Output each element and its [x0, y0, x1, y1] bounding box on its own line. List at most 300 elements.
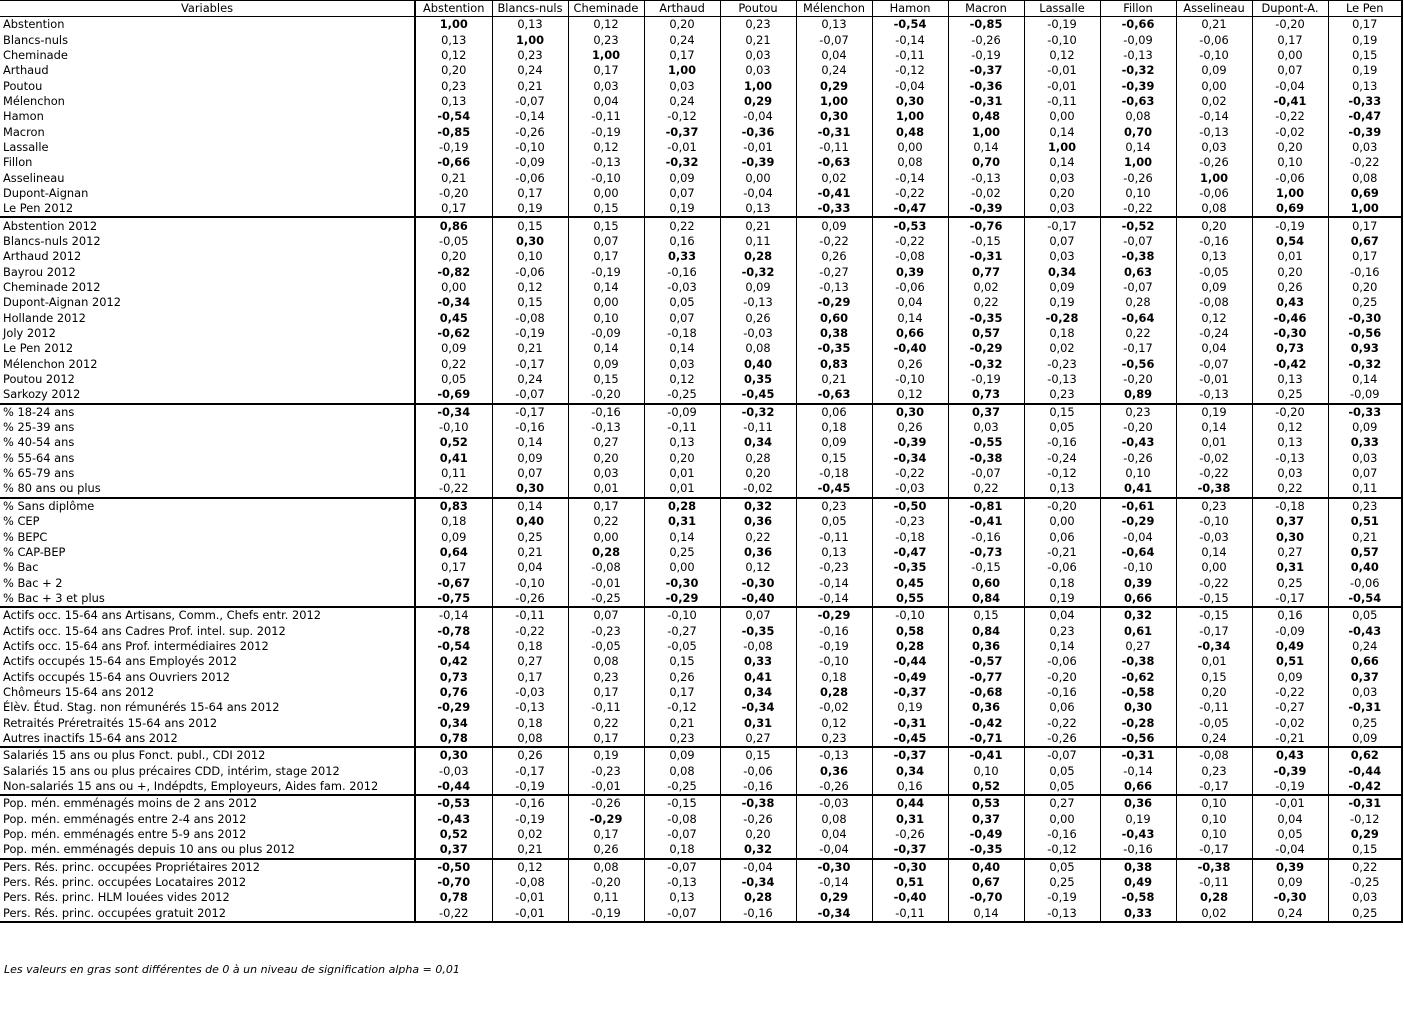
row-label: Blancs-nuls 2012 [3, 233, 101, 248]
correlation-cell: 0,17 [492, 669, 568, 684]
correlation-cell: -0,28 [1100, 715, 1176, 730]
correlation-cell: -0,12 [1328, 812, 1402, 827]
correlation-cell: 0,49 [1100, 875, 1176, 890]
correlation-cell: 0,24 [644, 94, 720, 109]
correlation-cell: 0,22 [568, 715, 644, 730]
correlation-cell: -0,71 [948, 731, 1024, 747]
correlation-cell: 0,13 [492, 17, 568, 33]
header-blancs-nuls: Blancs-nuls [492, 1, 568, 17]
correlation-cell: 0,09 [492, 451, 568, 466]
correlation-cell: 0,04 [568, 94, 644, 109]
correlation-cell: 0,21 [415, 170, 492, 185]
correlation-cell: -0,24 [1176, 326, 1252, 341]
correlation-cell: -0,18 [796, 466, 872, 481]
correlation-cell: -0,15 [948, 234, 1024, 249]
correlation-cell: 0,04 [1252, 812, 1328, 827]
correlation-cell: -0,22 [492, 623, 568, 638]
correlation-cell: -0,10 [872, 607, 948, 623]
correlation-cell: -0,13 [1024, 906, 1100, 922]
header-arthaud: Arthaud [644, 1, 720, 17]
correlation-cell: -0,02 [948, 186, 1024, 201]
correlation-cell: -0,08 [872, 249, 948, 264]
correlation-cell: -0,05 [415, 234, 492, 249]
correlation-cell: 0,26 [644, 669, 720, 684]
table-row [0, 685, 1402, 700]
correlation-cell: 0,23 [1100, 404, 1176, 420]
correlation-cell: 0,26 [872, 357, 948, 372]
correlation-cell: 0,07 [568, 234, 644, 249]
correlation-cell: 0,17 [568, 685, 644, 700]
correlation-cell: -0,22 [872, 466, 948, 481]
correlation-cell: -0,07 [1100, 280, 1176, 295]
correlation-cell: -0,04 [1252, 842, 1328, 858]
correlation-cell: -0,30 [1252, 326, 1328, 341]
correlation-cell: -0,13 [720, 295, 796, 310]
correlation-cell: 0,34 [720, 685, 796, 700]
correlation-cell: -0,07 [644, 827, 720, 842]
correlation-cell: 0,28 [720, 249, 796, 264]
correlation-cell: -0,11 [796, 529, 872, 544]
correlation-cell: 0,10 [1100, 466, 1176, 481]
correlation-cell: -0,08 [644, 812, 720, 827]
correlation-cell: 0,78 [415, 731, 492, 747]
correlation-cell: -0,20 [1252, 17, 1328, 33]
correlation-cell: -0,13 [568, 420, 644, 435]
correlation-cell: -0,13 [796, 280, 872, 295]
correlation-cell: 0,78 [415, 890, 492, 905]
correlation-cell: -0,10 [1176, 514, 1252, 529]
correlation-cell: 0,15 [568, 201, 644, 217]
correlation-cell: 0,20 [568, 451, 644, 466]
correlation-cell: -0,12 [872, 63, 948, 78]
correlation-cell: 0,64 [415, 545, 492, 560]
correlation-cell: 0,04 [872, 295, 948, 310]
correlation-cell: 0,83 [796, 357, 872, 372]
correlation-cell: 0,53 [948, 795, 1024, 811]
correlation-cell: -0,68 [948, 685, 1024, 700]
correlation-cell: 0,13 [1252, 372, 1328, 387]
correlation-cell: -0,45 [872, 731, 948, 747]
correlation-cell: -0,16 [796, 623, 872, 638]
correlation-cell: 0,18 [415, 514, 492, 529]
correlation-cell: -0,11 [1176, 875, 1252, 890]
correlation-cell: 0,73 [1252, 341, 1328, 356]
correlation-cell: 0,03 [720, 63, 796, 78]
correlation-cell: -0,07 [644, 906, 720, 922]
correlation-cell: -0,49 [948, 827, 1024, 842]
correlation-cell: 0,07 [568, 607, 644, 623]
correlation-cell: 0,04 [1024, 607, 1100, 623]
correlation-cell: -0,22 [415, 906, 492, 922]
correlation-cell: -0,18 [644, 326, 720, 341]
correlation-cell: 0,27 [492, 654, 568, 669]
correlation-cell: 0,37 [1252, 514, 1328, 529]
correlation-cell: -0,10 [1100, 560, 1176, 575]
correlation-cell: 0,41 [415, 451, 492, 466]
correlation-cell: 0,26 [568, 842, 644, 858]
correlation-cell: -0,17 [492, 404, 568, 420]
correlation-cell: 0,21 [720, 32, 796, 47]
correlation-cell: 1,00 [1252, 186, 1328, 201]
correlation-cell: -0,19 [415, 140, 492, 155]
correlation-cell: -0,23 [568, 623, 644, 638]
correlation-cell: -0,13 [1252, 451, 1328, 466]
correlation-cell: 0,03 [1252, 466, 1328, 481]
correlation-cell: -0,31 [948, 249, 1024, 264]
correlation-cell: 0,14 [872, 311, 948, 326]
correlation-cell: 0,30 [1100, 700, 1176, 715]
table-row [0, 575, 1402, 590]
correlation-cell: 0,09 [720, 280, 796, 295]
correlation-cell: 0,32 [720, 842, 796, 858]
correlation-cell: -0,06 [720, 764, 796, 779]
correlation-cell: 0,05 [1024, 420, 1100, 435]
correlation-cell: 0,15 [492, 295, 568, 310]
correlation-cell: -0,08 [492, 311, 568, 326]
table-row [0, 265, 1402, 280]
correlation-cell: -0,63 [796, 387, 872, 403]
correlation-cell: -0,39 [872, 435, 948, 450]
correlation-cell: -0,02 [1252, 124, 1328, 139]
correlation-cell: -0,73 [948, 545, 1024, 560]
correlation-cell: -0,34 [720, 875, 796, 890]
correlation-cell: 0,23 [568, 32, 644, 47]
correlation-cell: -0,06 [492, 170, 568, 185]
row-label: Élèv. Étud. Stag. non rémunérés 15-64 ans 2012 [3, 700, 280, 715]
correlation-cell: 0,40 [720, 357, 796, 372]
correlation-cell: 0,36 [948, 639, 1024, 654]
correlation-cell: 0,33 [1100, 906, 1176, 922]
table-row [0, 311, 1402, 326]
correlation-cell: 0,19 [492, 201, 568, 217]
correlation-cell: 0,25 [1252, 575, 1328, 590]
row-label: Bayrou 2012 [3, 264, 76, 279]
table-row [0, 326, 1402, 341]
correlation-cell: 0,23 [1328, 498, 1402, 514]
correlation-cell: -0,22 [1328, 155, 1402, 170]
correlation-cell: -0,75 [415, 591, 492, 607]
correlation-cell: 0,00 [1176, 560, 1252, 575]
correlation-cell: 0,15 [644, 654, 720, 669]
correlation-cell: -0,16 [948, 529, 1024, 544]
table-row [0, 842, 1402, 858]
correlation-cell: -0,10 [1024, 32, 1100, 47]
correlation-cell: -0,41 [948, 514, 1024, 529]
row-label: % 65-79 ans [3, 466, 75, 481]
correlation-cell: 0,04 [1176, 341, 1252, 356]
correlation-cell: -0,85 [415, 124, 492, 139]
correlation-cell: -0,38 [720, 795, 796, 811]
correlation-cell: 0,18 [796, 669, 872, 684]
row-label: % Bac + 2 [3, 575, 63, 590]
correlation-cell: -0,30 [872, 859, 948, 875]
row-label: Poutou [3, 78, 43, 93]
correlation-cell: 0,43 [1252, 747, 1328, 763]
correlation-cell: 0,22 [568, 514, 644, 529]
correlation-cell: 0,12 [1024, 48, 1100, 63]
correlation-cell: -0,11 [568, 109, 644, 124]
correlation-cell: 0,58 [872, 623, 948, 638]
correlation-cell: 0,00 [1176, 78, 1252, 93]
correlation-cell: -0,32 [644, 155, 720, 170]
correlation-cell: -0,04 [872, 78, 948, 93]
correlation-cell: -0,01 [568, 779, 644, 795]
correlation-cell: -0,40 [720, 591, 796, 607]
table-row [0, 357, 1402, 372]
row-label: % Bac [3, 560, 39, 575]
correlation-cell: 0,29 [1328, 827, 1402, 842]
table-row [0, 234, 1402, 249]
row-label: Arthaud [3, 63, 49, 78]
correlation-cell: 0,03 [1024, 249, 1100, 264]
correlation-cell: 0,05 [1328, 607, 1402, 623]
correlation-cell: 0,21 [492, 545, 568, 560]
correlation-cell: -0,17 [492, 764, 568, 779]
correlation-cell: 0,28 [644, 498, 720, 514]
correlation-cell: 0,03 [644, 357, 720, 372]
correlation-cell: -0,35 [872, 560, 948, 575]
correlation-cell: 0,17 [644, 48, 720, 63]
correlation-cell: -0,26 [1100, 170, 1176, 185]
correlation-cell: 0,13 [1176, 249, 1252, 264]
correlation-cell: -0,22 [415, 481, 492, 497]
correlation-cell: 0,22 [1328, 859, 1402, 875]
correlation-cell: -0,39 [948, 201, 1024, 217]
correlation-cell: -0,16 [492, 795, 568, 811]
correlation-cell: 0,13 [644, 890, 720, 905]
correlation-cell: -0,04 [796, 842, 872, 858]
correlation-cell: 0,17 [568, 731, 644, 747]
correlation-cell: 0,23 [1024, 623, 1100, 638]
correlation-cell: 0,44 [872, 795, 948, 811]
correlation-cell: -0,03 [492, 685, 568, 700]
row-label: Pop. mén. emménagés moins de 2 ans 2012 [0, 795, 415, 811]
correlation-cell: 0,18 [492, 639, 568, 654]
row-label: Cheminade 2012 [3, 280, 101, 295]
correlation-cell: 0,20 [644, 17, 720, 33]
correlation-cell: 0,17 [568, 498, 644, 514]
correlation-cell: -0,35 [796, 341, 872, 356]
correlation-cell: 0,89 [1100, 387, 1176, 403]
correlation-cell: -0,31 [1328, 700, 1402, 715]
correlation-cell: 0,05 [796, 514, 872, 529]
correlation-cell: 0,36 [948, 700, 1024, 715]
correlation-cell: -0,44 [415, 779, 492, 795]
correlation-cell: 0,01 [568, 481, 644, 497]
correlation-cell: -0,04 [720, 186, 796, 201]
correlation-cell: -0,20 [568, 387, 644, 403]
correlation-cell: 0,15 [1024, 404, 1100, 420]
correlation-cell: -0,63 [796, 155, 872, 170]
correlation-cell: -0,26 [720, 812, 796, 827]
correlation-cell: -0,11 [568, 700, 644, 715]
correlation-cell: 0,26 [1252, 280, 1328, 295]
correlation-cell: -0,27 [644, 623, 720, 638]
correlation-cell: -0,67 [415, 575, 492, 590]
correlation-cell: -0,12 [1024, 466, 1100, 481]
table-row [0, 17, 1402, 33]
row-label: Macron [3, 124, 45, 139]
correlation-cell: 0,28 [720, 451, 796, 466]
correlation-cell: -0,23 [796, 560, 872, 575]
correlation-cell: 0,02 [1176, 906, 1252, 922]
correlation-cell: -0,22 [872, 234, 948, 249]
correlation-cell: 0,18 [1024, 575, 1100, 590]
correlation-cell: -0,58 [1100, 685, 1176, 700]
correlation-cell: 0,39 [872, 265, 948, 280]
correlation-cell: -0,43 [1328, 623, 1402, 638]
row-label: % CAP-BEP [3, 544, 66, 559]
correlation-cell: 0,41 [1100, 481, 1176, 497]
correlation-cell: -0,37 [872, 685, 948, 700]
table-row [0, 372, 1402, 387]
correlation-cell: 0,36 [720, 545, 796, 560]
table-row [0, 639, 1402, 654]
correlation-cell: 0,08 [492, 731, 568, 747]
correlation-cell: 0,04 [492, 560, 568, 575]
correlation-cell: -0,56 [1328, 326, 1402, 341]
correlation-cell: -0,20 [1252, 404, 1328, 420]
correlation-cell: 0,02 [796, 170, 872, 185]
correlation-cell: -0,06 [872, 280, 948, 295]
table-row [0, 859, 1402, 875]
correlation-cell: 0,93 [1328, 341, 1402, 356]
table-row [0, 201, 1402, 217]
correlation-cell: -0,19 [948, 372, 1024, 387]
correlation-cell: 0,03 [1328, 140, 1402, 155]
correlation-cell: 0,09 [1252, 875, 1328, 890]
correlation-cell: -0,30 [796, 859, 872, 875]
correlation-cell: 0,03 [1328, 890, 1402, 905]
correlation-cell: 0,20 [1328, 280, 1402, 295]
correlation-cell: 0,14 [1024, 155, 1100, 170]
correlation-cell: -0,52 [1100, 217, 1176, 233]
correlation-cell: 0,22 [1100, 326, 1176, 341]
correlation-cell: 0,30 [492, 481, 568, 497]
correlation-cell: 0,63 [1100, 265, 1176, 280]
correlation-cell: -0,22 [1024, 715, 1100, 730]
correlation-cell: -0,19 [492, 779, 568, 795]
correlation-cell: 0,84 [948, 623, 1024, 638]
correlation-cell: -0,27 [1252, 700, 1328, 715]
correlation-cell: 0,00 [872, 140, 948, 155]
correlation-cell: -0,32 [720, 265, 796, 280]
correlation-cell: 0,23 [415, 78, 492, 93]
correlation-cell: -0,06 [1024, 654, 1100, 669]
correlation-cell: -0,85 [948, 17, 1024, 33]
correlation-cell: 0,66 [872, 326, 948, 341]
correlation-cell: 0,19 [1328, 32, 1402, 47]
correlation-cell: 0,17 [568, 827, 644, 842]
correlation-cell: -0,18 [872, 529, 948, 544]
correlation-cell: -0,02 [720, 481, 796, 497]
correlation-cell: -0,64 [1100, 311, 1176, 326]
correlation-cell: 0,30 [1252, 529, 1328, 544]
table-row [0, 812, 1402, 827]
correlation-cell: -0,05 [1176, 265, 1252, 280]
correlation-cell: -0,31 [872, 715, 948, 730]
correlation-cell: -0,17 [1024, 217, 1100, 233]
correlation-cell: -0,11 [492, 607, 568, 623]
table-row [0, 341, 1402, 356]
correlation-cell: 0,18 [492, 715, 568, 730]
correlation-cell: 0,05 [1252, 827, 1328, 842]
row-label: % 18-24 ans [0, 404, 415, 420]
correlation-cell: 0,17 [415, 201, 492, 217]
correlation-cell: 0,27 [1100, 639, 1176, 654]
table-row [0, 124, 1402, 139]
correlation-cell: 0,38 [1100, 859, 1176, 875]
correlation-cell: -0,32 [948, 357, 1024, 372]
correlation-cell: 0,21 [492, 341, 568, 356]
correlation-cell: -0,06 [1252, 170, 1328, 185]
correlation-cell: 0,23 [1176, 498, 1252, 514]
correlation-cell: 0,07 [720, 607, 796, 623]
correlation-cell: -0,30 [1252, 890, 1328, 905]
correlation-cell: 0,30 [872, 404, 948, 420]
correlation-cell: 0,02 [1176, 94, 1252, 109]
correlation-cell: -0,43 [1100, 827, 1176, 842]
correlation-cell: 0,49 [1252, 639, 1328, 654]
correlation-cell: 1,00 [872, 109, 948, 124]
row-label: Actifs occ. 15-64 ans Cadres Prof. intel. sup. 2012 [3, 623, 286, 638]
row-label: Pop. mén. emménagés depuis 10 ans ou plus 2012 [3, 842, 295, 857]
correlation-cell: -0,26 [492, 124, 568, 139]
correlation-cell: 0,15 [948, 607, 1024, 623]
correlation-cell: -0,23 [872, 514, 948, 529]
correlation-cell: -0,14 [415, 607, 492, 623]
correlation-cell: 0,12 [1252, 420, 1328, 435]
correlation-cell: 0,22 [720, 529, 796, 544]
correlation-cell: -0,25 [644, 387, 720, 403]
correlation-cell: -0,14 [796, 875, 872, 890]
correlation-cell: -0,22 [1176, 575, 1252, 590]
correlation-cell: -0,25 [1328, 875, 1402, 890]
correlation-cell: 0,06 [1024, 529, 1100, 544]
row-label: % CEP [3, 514, 40, 529]
correlation-cell: -0,07 [644, 859, 720, 875]
correlation-cell: 0,23 [492, 48, 568, 63]
correlation-cell: -0,08 [1176, 747, 1252, 763]
correlation-cell: 0,66 [1328, 654, 1402, 669]
correlation-cell: 0,13 [720, 201, 796, 217]
table-row [0, 827, 1402, 842]
correlation-cell: -0,32 [720, 404, 796, 420]
table-row [0, 560, 1402, 575]
correlation-cell: -0,04 [1252, 78, 1328, 93]
correlation-cell: -0,29 [796, 607, 872, 623]
correlation-cell: -0,07 [1024, 747, 1100, 763]
correlation-cell: -0,21 [1024, 545, 1100, 560]
correlation-cell: -0,26 [796, 779, 872, 795]
correlation-cell: 0,10 [492, 249, 568, 264]
correlation-cell: 0,30 [796, 109, 872, 124]
header-cheminade: Cheminade [568, 1, 644, 17]
row-label: Autres inactifs 15-64 ans 2012 [3, 730, 178, 745]
correlation-cell: -0,06 [1328, 575, 1402, 590]
correlation-cell: -0,12 [644, 700, 720, 715]
table-row [0, 875, 1402, 890]
correlation-cell: -0,25 [568, 591, 644, 607]
correlation-cell: 0,33 [1328, 435, 1402, 450]
correlation-cell: 1,00 [1100, 155, 1176, 170]
correlation-cell: 0,57 [1328, 545, 1402, 560]
correlation-cell: -0,09 [644, 404, 720, 420]
correlation-cell: -0,11 [720, 420, 796, 435]
table-row [0, 715, 1402, 730]
correlation-cell: -0,44 [1328, 764, 1402, 779]
correlation-cell: -0,62 [415, 326, 492, 341]
